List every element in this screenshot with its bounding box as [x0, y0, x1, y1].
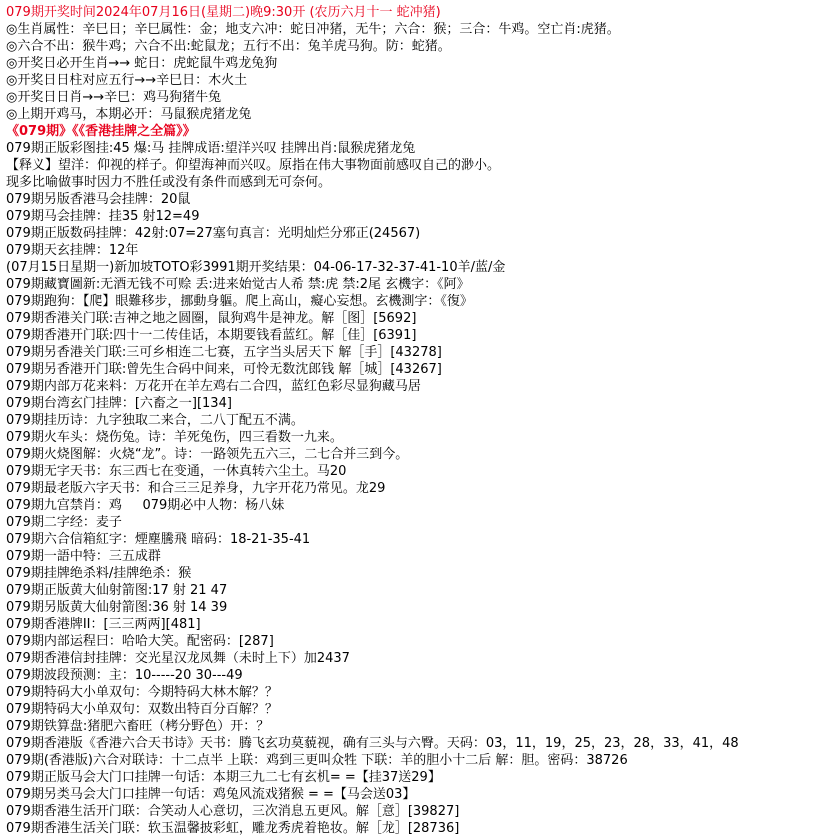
document-line: 079期二字经：麦子	[6, 515, 122, 530]
document-line: 079期特码大小单双句：今期特码大林木解？？	[6, 685, 278, 700]
document-line: 079期六合信箱紅字：煙塵騰飛 暗码：18-21-35-41	[6, 532, 311, 547]
document-line: 079期一語中特：三五成群	[6, 549, 161, 564]
document-line: 079期香港关门联:吉神之地之圆圈，鼠狗鸡牛是神龙。解［图］[5692]	[6, 311, 417, 326]
document-line: 079期开奖时间2024年07月16日(星期二)晚9:30开 (农历六月十一 蛇冲猪)	[6, 5, 441, 20]
document-line: 079期火车头：烧伤兔。诗：羊死兔伤，四三看数一九来。	[6, 430, 343, 445]
document-line: 079期波段预测：主：10-----20 30---49	[6, 668, 243, 683]
document-line: 079期香港信封挂牌：交光星汉龙凤舞（未时上下）加2437	[6, 651, 350, 666]
document-line: 079期最老版六字天书：和合三三足养身，九字开花乃常见。龙29	[6, 481, 386, 496]
document-line: 079期挂牌绝杀料/挂牌绝杀：猴	[6, 566, 192, 581]
document-line: 079期香港版《香港六合天书诗》天书：腾飞玄功莫藐视，确有三头与六臀。天码：03，11，19，25，23，28，33，41，48	[6, 736, 739, 751]
document-line: ◎开奖日日柱对应五行→→辛巳日：木火土	[6, 73, 248, 88]
document-line: 079期另版香港马会挂牌：20鼠	[6, 192, 191, 207]
document-line: 079期藏寶圖新:无酒无钱不可赊 丢:进来始觉古人希 禁:虎 禁:2尾 玄機字：《阿》	[6, 277, 470, 292]
document-line: 079期天玄挂牌：12年	[6, 243, 139, 258]
document-line: ◎六合不出：猴牛鸡；六合不出:蛇鼠龙；五行不出：兔羊虎马狗。防：蛇猪。	[6, 39, 451, 54]
document-line: 079期九宫禁肖：鸡 079期必中人物：杨八妹	[6, 498, 285, 513]
document-line: 079期另版黄大仙射箭图:36 射 14 39	[6, 600, 228, 615]
document-line: 【释义】望洋：仰视的样子。仰望海神而兴叹。原指在伟大事物面前感叹自己的渺小。	[6, 158, 501, 173]
document-line: ◎开奖日日肖→→辛巳：鸡马狗猪牛兔	[6, 90, 222, 105]
document-line: ◎开奖日必开生肖→→ 蛇日：虎蛇鼠牛鸡龙兔狗	[6, 56, 278, 71]
document-line: 079期内部万花来料：万花开在羊左鸡右二合四，蓝红色彩尽显狗藏马居	[6, 379, 421, 394]
document-line: 079期另香港关门联:三可乡相连二七赛，五字当头居天下 解［手］[43278]	[6, 345, 442, 360]
document-line: 079期另类马会大门口挂牌一句话：鸡兔风流戏猪猴 = =【马会送03】	[6, 787, 416, 802]
document-line: 079期特码大小单双句：双数出特百分百解？？	[6, 702, 278, 717]
document-line: 079期挂历诗：九字独取二来合，二八丁配五不满。	[6, 413, 304, 428]
document-line: 《079期》《《香港挂牌之全篇》》	[6, 124, 196, 139]
document-line: 079期(香港版)六合对联诗：十二点半 上联：鸡到三更叫众牲 下联：羊的胆小十二后 解：胆。密码：38726	[6, 753, 628, 768]
document-line: 079期正版马会大门口挂牌一句话：本期三九二七有玄机= =【挂37送29】	[6, 770, 441, 785]
document-line: 079期香港开门联:四十一二传佳话，本期要钱看蓝红。解［佳］[6391]	[6, 328, 417, 343]
document-line: 079期正版彩图挂:45 爆:马 挂牌成语:望洋兴叹 挂牌出肖:鼠猴虎猪龙兔	[6, 141, 416, 156]
document-line: 079期香港生活关门联：软玉温馨披彩虹，雕龙秀虎着艳妆。解［龙］[28736]	[6, 821, 460, 836]
document-line: 079期跑狗：【爬】眼難移步，挪動身軀。爬上高山，癡心妄想。玄機測字：《復》	[6, 294, 473, 309]
document-line: 079期台湾玄门挂牌：[六畜之一][134]	[6, 396, 232, 411]
document-line: 现多比喻做事时因力不胜任或没有条件而感到无可奈何。	[6, 175, 332, 190]
document-line: 079期另香港开门联:曾先生合码中间来，可怜无数沈郎钱 解［城］[43267]	[6, 362, 442, 377]
document-line: 079期火烧图解：火烧“龙”。诗：一路领先五六三，二七合并三到今。	[6, 447, 409, 462]
document-lines	[6, 4, 810, 837]
document-line: 079期正版数码挂牌：42射:07=27塞句真言：光明灿烂分邪正(24567)	[6, 226, 421, 241]
document-line: ◎生肖属性：辛巳日；辛巳属性：金；地支六冲：蛇日冲猪，无牛；六合：猴；三合：牛鸡。空亡肖:虎猪。	[6, 22, 620, 37]
document-line: ◎上期开鸡马，本期必开：马鼠猴虎猪龙兔	[6, 107, 252, 122]
document-line: (07月15日星期一)新加坡TOTO彩3991期开奖结果：04-06-17-32-37-41-10羊/蓝/金	[6, 260, 506, 275]
document-line: 079期铁算盘:猪肥六畜旺（栲分野色）开：？	[6, 719, 270, 734]
document-line: 079期马会挂牌：挂35 射12=49	[6, 209, 200, 224]
document-line: 079期正版黄大仙射箭图:17 射 21 47	[6, 583, 228, 598]
document-line: 079期无字天书：东三西七在变通，一休真转六尘土。马20	[6, 464, 347, 479]
document-line: 079期内部运程曰：哈哈大笑。配密码：[287]	[6, 634, 274, 649]
document-line: 079期香港牌II：[三三两两][481]	[6, 617, 201, 632]
document-line: 079期香港生活开门联：合笑动人心意切，三次消息五更风。解［意］[39827]	[6, 804, 460, 819]
